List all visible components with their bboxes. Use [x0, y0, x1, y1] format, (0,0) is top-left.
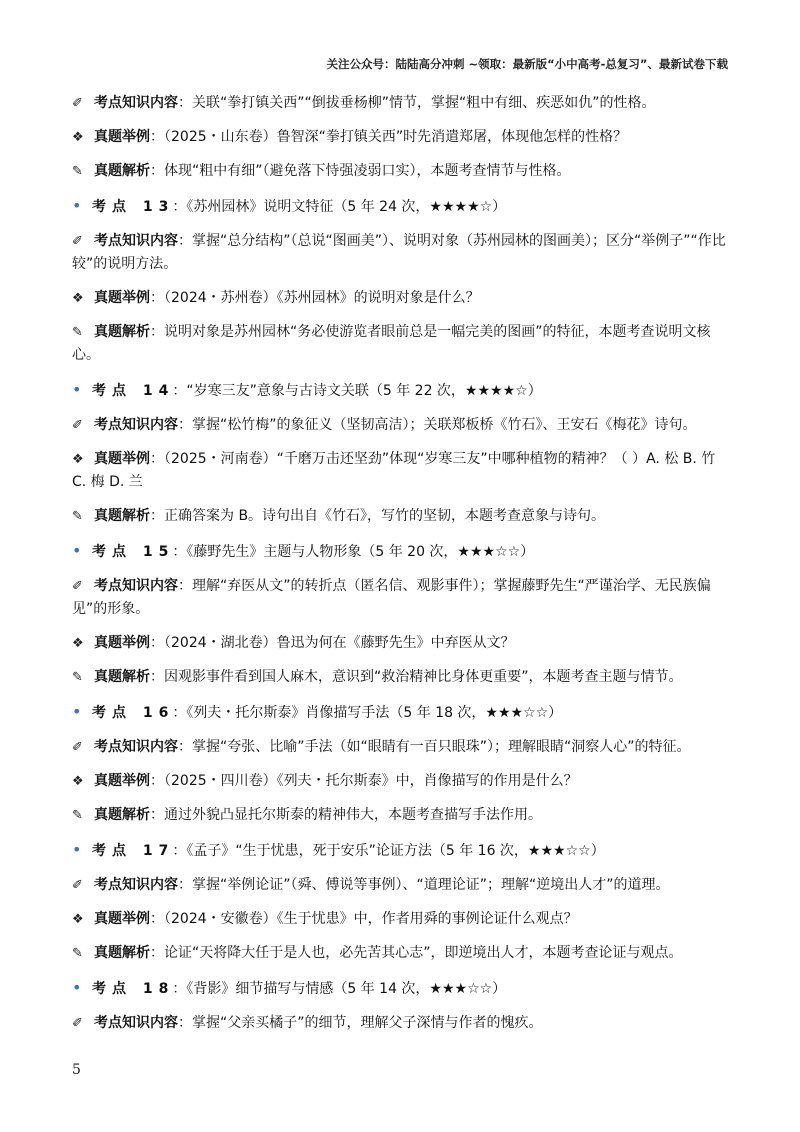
example-label: 真题举例 — [94, 290, 150, 306]
diamond-bullet-icon: ❖ — [72, 452, 84, 467]
analysis-text: ：通过外貌凸显托尔斯泰的精神伟大，本题考查描写手法作用。 — [150, 807, 542, 823]
knowledge-label: 考点知识内容 — [94, 578, 178, 594]
analysis-label: 真题解析 — [94, 669, 150, 685]
kaodian-label: 考点 13 — [92, 199, 175, 215]
bullet-dot-icon: • — [72, 702, 82, 721]
kaodian-paragraph — [72, 700, 732, 725]
kaodian-paragraph — [72, 976, 732, 1001]
knowledge-paragraph — [72, 874, 732, 897]
example-text: ：（2025・河南卷）“千磨万击还坚劲”体现“岁寒三友”中哪种植物的精神？（ ）A. 松 B. 竹 C. 梅 D. 兰 — [72, 451, 716, 490]
diamond-bullet-icon: ❖ — [72, 291, 84, 306]
example-text: ：（2024・湖北卷）鲁迅为何在《藤野先生》中弃医从文？ — [150, 635, 515, 651]
knowledge-paragraph — [72, 575, 732, 621]
kaodian-label: 考点 16 — [92, 705, 175, 721]
analysis-label: 真题解析 — [94, 324, 150, 340]
analysis-paragraph — [72, 321, 732, 367]
kaodian-text: ：《苏州园林》说明文特征（5 年 24 次，★★★★☆） — [172, 199, 507, 215]
analysis-paragraph — [72, 505, 732, 528]
example-text: ：（2025・四川卷）《列夫・托尔斯泰》中，肖像描写的作用是什么？ — [150, 773, 578, 789]
knowledge-paragraph — [72, 736, 732, 759]
example-label: 真题举例 — [94, 635, 150, 651]
kaodian-text: ：《孟子》“生于忧患，死于安乐”论证方法（5 年 16 次，★★★☆☆） — [172, 843, 605, 859]
bullet-dot-icon: • — [72, 196, 82, 215]
kaodian-label: 考点 14 — [92, 383, 175, 399]
knowledge-label: 考点知识内容 — [94, 417, 178, 433]
example-paragraph — [72, 770, 732, 793]
kaodian-text: ：《列夫・托尔斯泰》肖像描写手法（5 年 18 次，★★★☆☆） — [172, 705, 563, 721]
example-label: 真题举例 — [94, 129, 150, 145]
bullet-dot-icon: • — [72, 380, 82, 399]
analysis-text: ：说明对象是苏州园林“务必使游览者眼前总是一幅完美的图画”的特征，本题考查说明文核心。 — [72, 324, 711, 363]
knowledge-paragraph — [72, 1012, 732, 1035]
pen-icon: ✎ — [72, 164, 83, 179]
analysis-label: 真题解析 — [94, 807, 150, 823]
pencil-icon: ✐ — [72, 418, 83, 433]
analysis-paragraph — [72, 160, 732, 183]
example-label: 真题举例 — [94, 773, 150, 789]
pencil-icon: ✐ — [72, 878, 83, 893]
pen-icon: ✎ — [72, 325, 83, 340]
page-header: 关注公众号：陆陆高分冲刺 ~领取：最新版“小中高考-总复习”、最新试卷下载 — [326, 57, 728, 71]
diamond-bullet-icon: ❖ — [72, 912, 84, 927]
knowledge-text: ：关联“拳打镇关西”“倒拔垂杨柳”情节，掌握“粗中有细、疾恶如仇”的性格。 — [178, 95, 656, 111]
pencil-icon: ✐ — [72, 1016, 83, 1031]
kaodian-paragraph — [72, 539, 732, 564]
kaodian-text: ：《藤野先生》主题与人物形象（5 年 20 次，★★★☆☆） — [172, 544, 535, 560]
analysis-label: 真题解析 — [94, 508, 150, 524]
pen-icon: ✎ — [72, 509, 83, 524]
knowledge-label: 考点知识内容 — [94, 1015, 178, 1031]
knowledge-label: 考点知识内容 — [94, 95, 178, 111]
diamond-bullet-icon: ❖ — [72, 636, 84, 651]
knowledge-label: 考点知识内容 — [94, 739, 178, 755]
kaodian-label: 考点 18 — [92, 981, 175, 997]
bullet-dot-icon: • — [72, 978, 82, 997]
pencil-icon: ✐ — [72, 579, 83, 594]
knowledge-text: ：掌握“夸张、比喻”手法（如“眼睛有一百只眼珠”）；理解眼睛“洞察人心”的特征。 — [178, 739, 691, 755]
pen-icon: ✎ — [72, 670, 83, 685]
example-paragraph — [72, 287, 732, 310]
kaodian-paragraph — [72, 838, 732, 863]
example-paragraph — [72, 448, 732, 494]
page-number: 5 — [72, 1062, 81, 1078]
analysis-text: ：因观影事件看到国人麻木，意识到“救治精神比身体更重要”，本题考查主题与情节。 — [150, 669, 683, 685]
knowledge-paragraph — [72, 414, 732, 437]
pen-icon: ✎ — [72, 946, 83, 961]
kaodian-text: ：“岁寒三友”意象与古诗文关联（5 年 22 次，★★★★☆） — [172, 383, 542, 399]
analysis-text: ：论证“天将降大任于是人也，必先苦其心志”，即逆境出人才，本题考查论证与观点。 — [150, 945, 683, 961]
knowledge-text: ：掌握“父亲买橘子”的细节，理解父子深情与作者的愧疚。 — [178, 1015, 543, 1031]
pen-icon: ✎ — [72, 808, 83, 823]
example-label: 真题举例 — [94, 451, 150, 467]
kaodian-paragraph — [72, 378, 732, 403]
example-text: ：（2024・安徽卷）《生于忧患》中，作者用舜的事例论证什么观点？ — [150, 911, 578, 927]
diamond-bullet-icon: ❖ — [72, 130, 84, 145]
knowledge-text: ：掌握“举例论证”（舜、傅说等事例）、“道理论证”；理解“逆境出人才”的道理。 — [178, 877, 670, 893]
bullet-dot-icon: • — [72, 840, 82, 859]
knowledge-paragraph — [72, 230, 732, 276]
example-paragraph — [72, 632, 732, 655]
example-paragraph — [72, 126, 732, 149]
document-body — [72, 92, 732, 1035]
diamond-bullet-icon: ❖ — [72, 774, 84, 789]
pencil-icon: ✐ — [72, 234, 83, 249]
analysis-text: ：正确答案为 B。诗句出自《竹石》，写竹的坚韧，本题考查意象与诗句。 — [150, 508, 606, 524]
kaodian-label: 考点 15 — [92, 544, 175, 560]
example-text: ：（2025・山东卷）鲁智深“拳打镇关西”时先消遣郑屠，体现他怎样的性格？ — [150, 129, 628, 145]
analysis-paragraph — [72, 804, 732, 827]
analysis-paragraph — [72, 666, 732, 689]
knowledge-label: 考点知识内容 — [94, 233, 178, 249]
example-text: ：（2024・苏州卷）《苏州园林》的说明对象是什么？ — [150, 290, 480, 306]
knowledge-paragraph — [72, 92, 732, 115]
bullet-dot-icon: • — [72, 541, 82, 560]
kaodian-paragraph — [72, 194, 732, 219]
kaodian-label: 考点 17 — [92, 843, 175, 859]
knowledge-text: ：理解“弃医从文”的转折点（匿名信、观影事件）；掌握藤野先生“严谨治学、无民族偏见”的形象。 — [72, 578, 711, 617]
example-paragraph — [72, 908, 732, 931]
pencil-icon: ✐ — [72, 96, 83, 111]
kaodian-text: ：《背影》细节描写与情感（5 年 14 次，★★★☆☆） — [172, 981, 507, 997]
knowledge-label: 考点知识内容 — [94, 877, 178, 893]
knowledge-text: ：掌握“总分结构”（总说“图画美”）、说明对象（苏州园林的图画美）；区分“举例子”“作比较”的说明方法。 — [72, 233, 726, 272]
analysis-paragraph — [72, 942, 732, 965]
example-label: 真题举例 — [94, 911, 150, 927]
analysis-label: 真题解析 — [94, 945, 150, 961]
pencil-icon: ✐ — [72, 740, 83, 755]
analysis-label: 真题解析 — [94, 163, 150, 179]
knowledge-text: ：掌握“松竹梅”的象征义（坚韧高洁）；关联郑板桥《竹石》、王安石《梅花》诗句。 — [178, 417, 697, 433]
analysis-text: ：体现“粗中有细”（避免落下恃强凌弱口实），本题考查情节与性格。 — [150, 163, 571, 179]
